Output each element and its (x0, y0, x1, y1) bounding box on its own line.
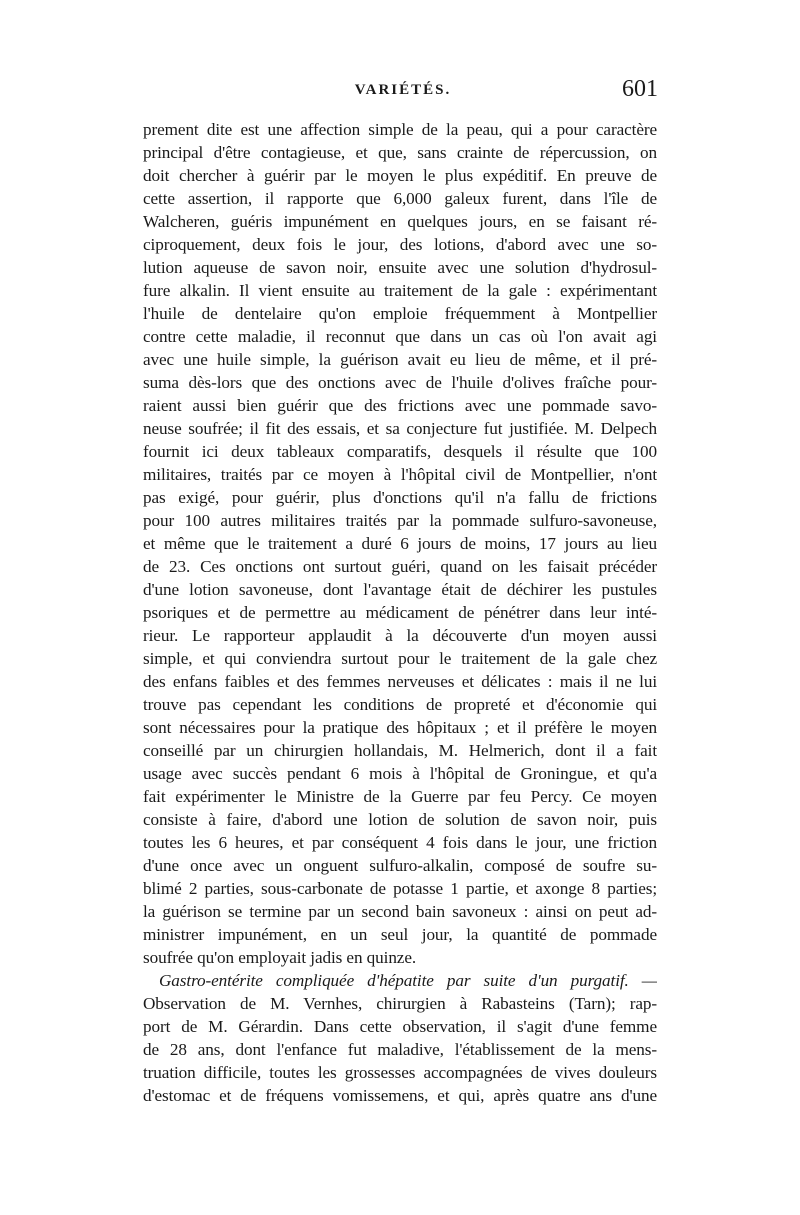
line-text: usage avec succès pendant 6 mois à l'hôpital de Groningue, et qu'a (143, 764, 657, 783)
line-text: ciproquement, deux fois le jour, des lotions, d'abord avec une so- (143, 235, 657, 254)
text-line (143, 601, 657, 624)
line-text: blimé 2 parties, sous-carbonate de potasse 1 partie, et axonge 8 parties; (143, 879, 657, 898)
text-line (143, 371, 657, 394)
line-text: la guérison se termine par un second bain savoneux : ainsi on peut ad- (143, 902, 657, 921)
text-line (143, 624, 657, 647)
text-line (143, 532, 657, 555)
text-line (143, 187, 657, 210)
text-line (143, 831, 657, 854)
line-text: d'estomac et de fréquens vomissemens, et qui, après quatre ans d'une (143, 1086, 657, 1105)
line-text: et même que le traitement a duré 6 jours de moins, 17 jours au lieu (143, 534, 657, 553)
line-text: de 28 ans, dont l'enfance fut maladive, l'établissement de la mens- (143, 1040, 657, 1059)
line-text: avec une huile simple, la guérison avait eu lieu de même, et il pré- (143, 350, 657, 369)
line-text: trouve pas cependant les conditions de propreté et d'économie qui (143, 695, 657, 714)
line-text: de 23. Ces onctions ont surtout guéri, quand on les faisait précéder (143, 557, 657, 576)
line-text: port de M. Gérardin. Dans cette observation, il s'agit d'une femme (143, 1017, 657, 1036)
line-text: fournit ici deux tableaux comparatifs, desquels il résulte que 100 (143, 442, 657, 461)
text-line (143, 785, 657, 808)
line-text: raient aussi bien guérir que des frictions avec une pommade savo- (143, 396, 657, 415)
section-heading-italic: Gastro-entérite compliquée d'hépatite par suite d'un purgatif. — (159, 971, 657, 990)
line-text: Walcheren, guéris impunément en quelques jours, en se faisant ré- (143, 212, 657, 231)
line-text: ministrer impunément, en un seul jour, la quantité de pommade (143, 925, 657, 944)
text-line (143, 164, 657, 187)
page-header (148, 76, 658, 110)
line-text: suma dès-lors que des onctions avec de l'huile d'olives fraîche pour- (143, 373, 657, 392)
line-text: truation difficile, toutes les grossesses accompagnées de vives douleurs (143, 1063, 657, 1082)
line-text: toutes les 6 heures, et par conséquent 4 fois dans le jour, une friction (143, 833, 657, 852)
text-line (143, 808, 657, 831)
line-text: sont nécessaires pour la pratique des hôpitaux ; et il préfère le moyen (143, 718, 657, 737)
line-text: conseillé par un chirurgien hollandais, M. Helmerich, dont il a fait (143, 741, 657, 760)
text-line (143, 1061, 657, 1084)
line-text: d'une once avec un onguent sulfuro-alkalin, composé de soufre su- (143, 856, 657, 875)
text-line (143, 992, 657, 1015)
line-text: pas exigé, pour guérir, plus d'onctions qu'il n'a fallu de frictions (143, 488, 657, 507)
text-line (143, 118, 657, 141)
page-number: 601 (622, 76, 658, 102)
text-line (143, 394, 657, 417)
line-text: des enfans faibles et des femmes nerveuses et délicates : mais il ne lui (143, 672, 657, 691)
text-line (143, 463, 657, 486)
line-text: lution aqueuse de savon noir, ensuite avec une solution d'hydrosul- (143, 258, 657, 277)
line-text: principal d'être contagieuse, et que, sans crainte de répercussion, on (143, 143, 657, 162)
text-line (143, 647, 657, 670)
text-line (143, 762, 657, 785)
line-text: contre cette maladie, il reconnut que dans un cas où l'on avait agi (143, 327, 657, 346)
text-line (143, 210, 657, 233)
line-text: psoriques et de permettre au médicament de pénétrer dans leur inté- (143, 603, 657, 622)
running-title: VARIÉTÉS. (354, 82, 452, 98)
text-line (143, 325, 657, 348)
line-text: fait expérimenter le Ministre de la Guerre par feu Percy. Ce moyen (143, 787, 657, 806)
text-line (143, 946, 657, 969)
line-text: Observation de M. Vernhes, chirurgien à Rabasteins (Tarn); rap- (143, 994, 657, 1013)
text-line (143, 923, 657, 946)
text-line (143, 693, 657, 716)
text-line (143, 716, 657, 739)
line-text: rieur. Le rapporteur applaudit à la découverte d'un moyen aussi (143, 626, 657, 645)
text-line (143, 348, 657, 371)
line-text: neuse soufrée; il fit des essais, et sa conjecture fut justifiée. M. Delpech (143, 419, 657, 438)
text-line (143, 877, 657, 900)
text-line (143, 279, 657, 302)
text-line (143, 302, 657, 325)
body-text (143, 118, 657, 1107)
line-text: l'huile de dentelaire qu'on emploie fréquemment à Montpellier (143, 304, 657, 323)
text-line (143, 739, 657, 762)
text-line (143, 417, 657, 440)
text-line (143, 578, 657, 601)
line-text: consiste à faire, d'abord une lotion de solution de savon noir, puis (143, 810, 657, 829)
text-line (143, 555, 657, 578)
line-text: cette assertion, il rapporte que 6,000 galeux furent, dans l'île de (143, 189, 657, 208)
line-text: prement dite est une affection simple de la peau, qui a pour caractère (143, 120, 657, 139)
line-text: d'une lotion savoneuse, dont l'avantage était de déchirer les pustules (143, 580, 657, 599)
line-text: soufrée qu'on employait jadis en quinze. (143, 948, 417, 967)
text-line (143, 233, 657, 256)
line-text: pour 100 autres militaires traités par la pommade sulfuro-savoneuse, (143, 511, 657, 530)
text-line (143, 509, 657, 532)
line-text: doit chercher à guérir par le moyen le plus expéditif. En preuve de (143, 166, 657, 185)
text-line (143, 256, 657, 279)
text-line (143, 854, 657, 877)
text-line (143, 1038, 657, 1061)
line-text: simple, et qui conviendra surtout pour le traitement de la gale chez (143, 649, 657, 668)
text-line (143, 1015, 657, 1038)
text-line (143, 440, 657, 463)
line-text: militaires, traités par ce moyen à l'hôpital civil de Montpellier, n'ont (143, 465, 657, 484)
text-line (143, 900, 657, 923)
text-line (143, 1084, 657, 1107)
text-line (143, 141, 657, 164)
text-line (143, 670, 657, 693)
text-line (143, 486, 657, 509)
line-text: fure alkalin. Il vient ensuite au traitement de la gale : expérimentant (143, 281, 657, 300)
text-line (143, 969, 657, 992)
